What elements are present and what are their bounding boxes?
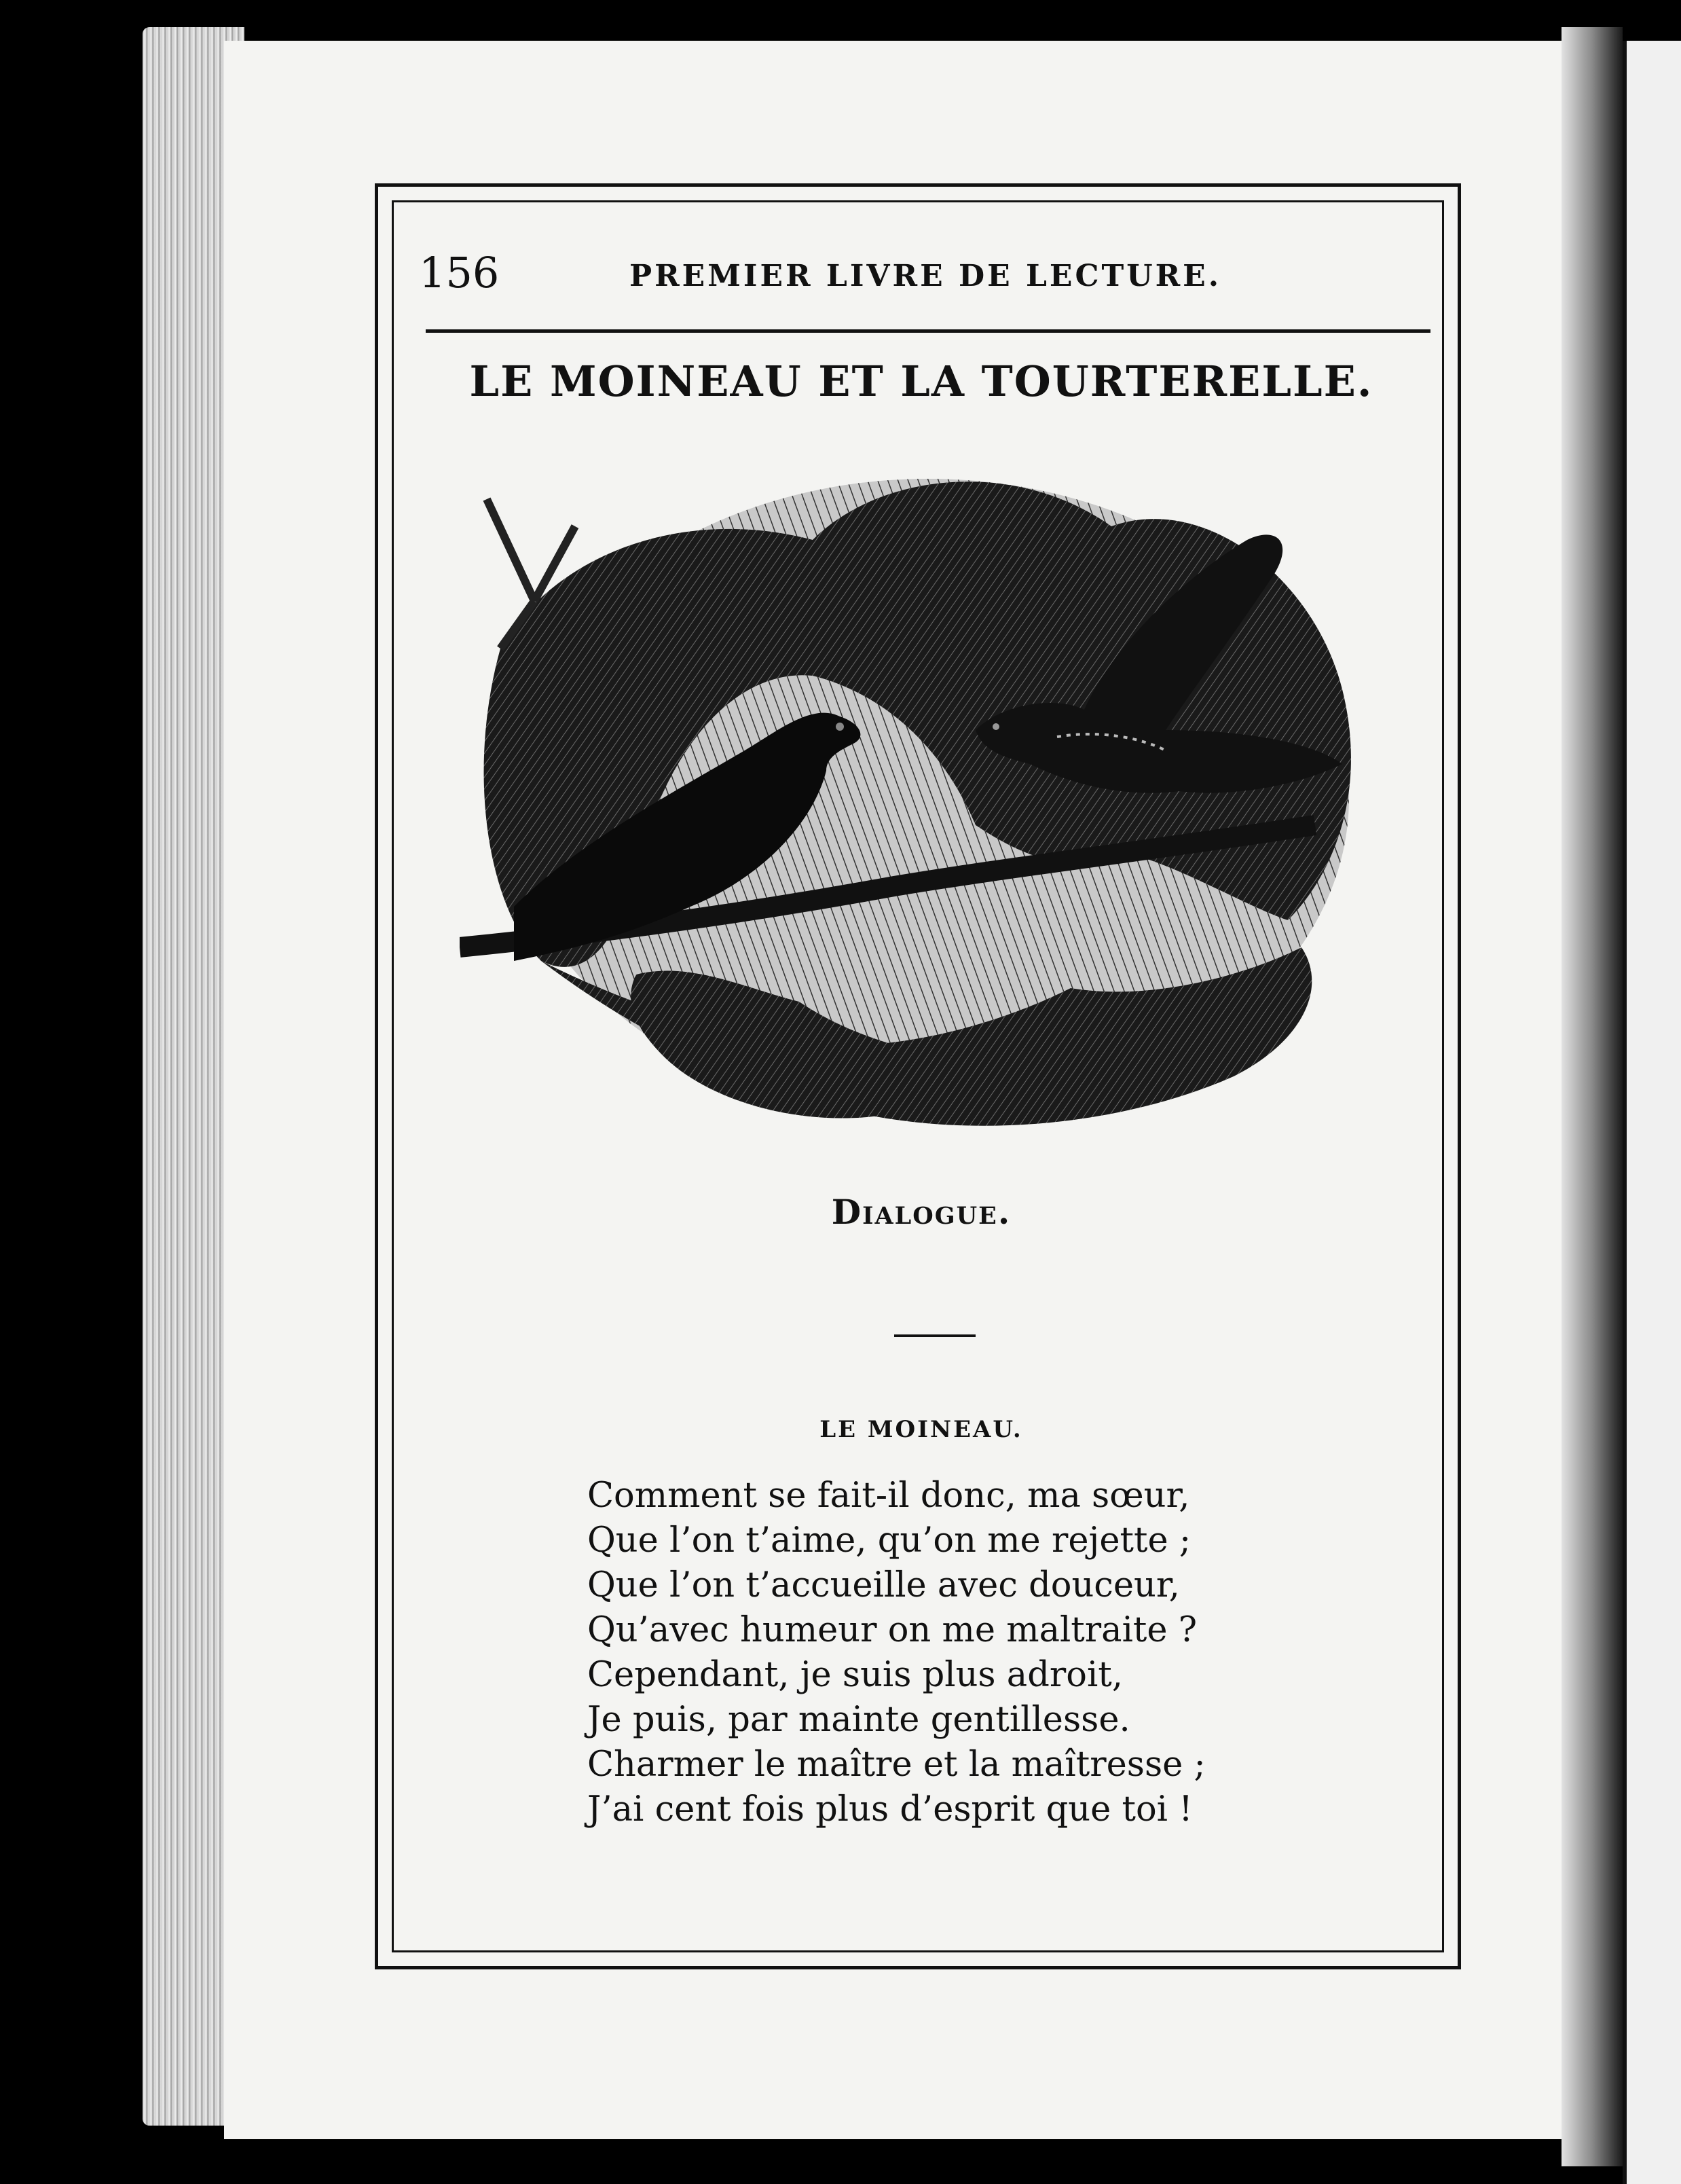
facing-page-edge bbox=[1623, 41, 1681, 2184]
verse-line: Cependant, je suis plus adroit, bbox=[587, 1655, 1123, 1695]
header-rule bbox=[426, 329, 1430, 333]
verse-line: Qu’avec humeur on me maltraite ? bbox=[587, 1610, 1198, 1650]
verse-line: Je puis, par mainte gentillesse. bbox=[587, 1700, 1130, 1740]
page-number: 156 bbox=[419, 248, 500, 297]
verse-stanza bbox=[587, 1474, 1206, 1832]
verse-line: J’ai cent fois plus d’esprit que toi ! bbox=[587, 1789, 1193, 1830]
dialogue-heading: Dialogue. bbox=[831, 1192, 1012, 1232]
verse-line: Charmer le maître et la maîtresse ; bbox=[587, 1745, 1206, 1785]
verse-line: Comment se fait-il donc, ma sœur, bbox=[587, 1476, 1190, 1516]
running-head: PREMIER LIVRE DE LECTURE. bbox=[629, 259, 1222, 293]
page-header bbox=[419, 248, 1451, 329]
lesson-title: LE MOINEAU ET LA TOURTERELLE. bbox=[469, 357, 1373, 406]
dialogue-rule bbox=[894, 1334, 976, 1337]
verse-line: Que l’on t’accueille avec douceur, bbox=[587, 1565, 1180, 1605]
gutter-shadow bbox=[1562, 27, 1623, 2166]
speaker-name: LE MOINEAU. bbox=[819, 1416, 1023, 1443]
verse-line: Que l’on t’aime, qu’on me rejette ; bbox=[587, 1521, 1192, 1561]
printed-page-frame bbox=[375, 183, 1461, 1969]
bird-engraving-illustration bbox=[460, 445, 1383, 1171]
